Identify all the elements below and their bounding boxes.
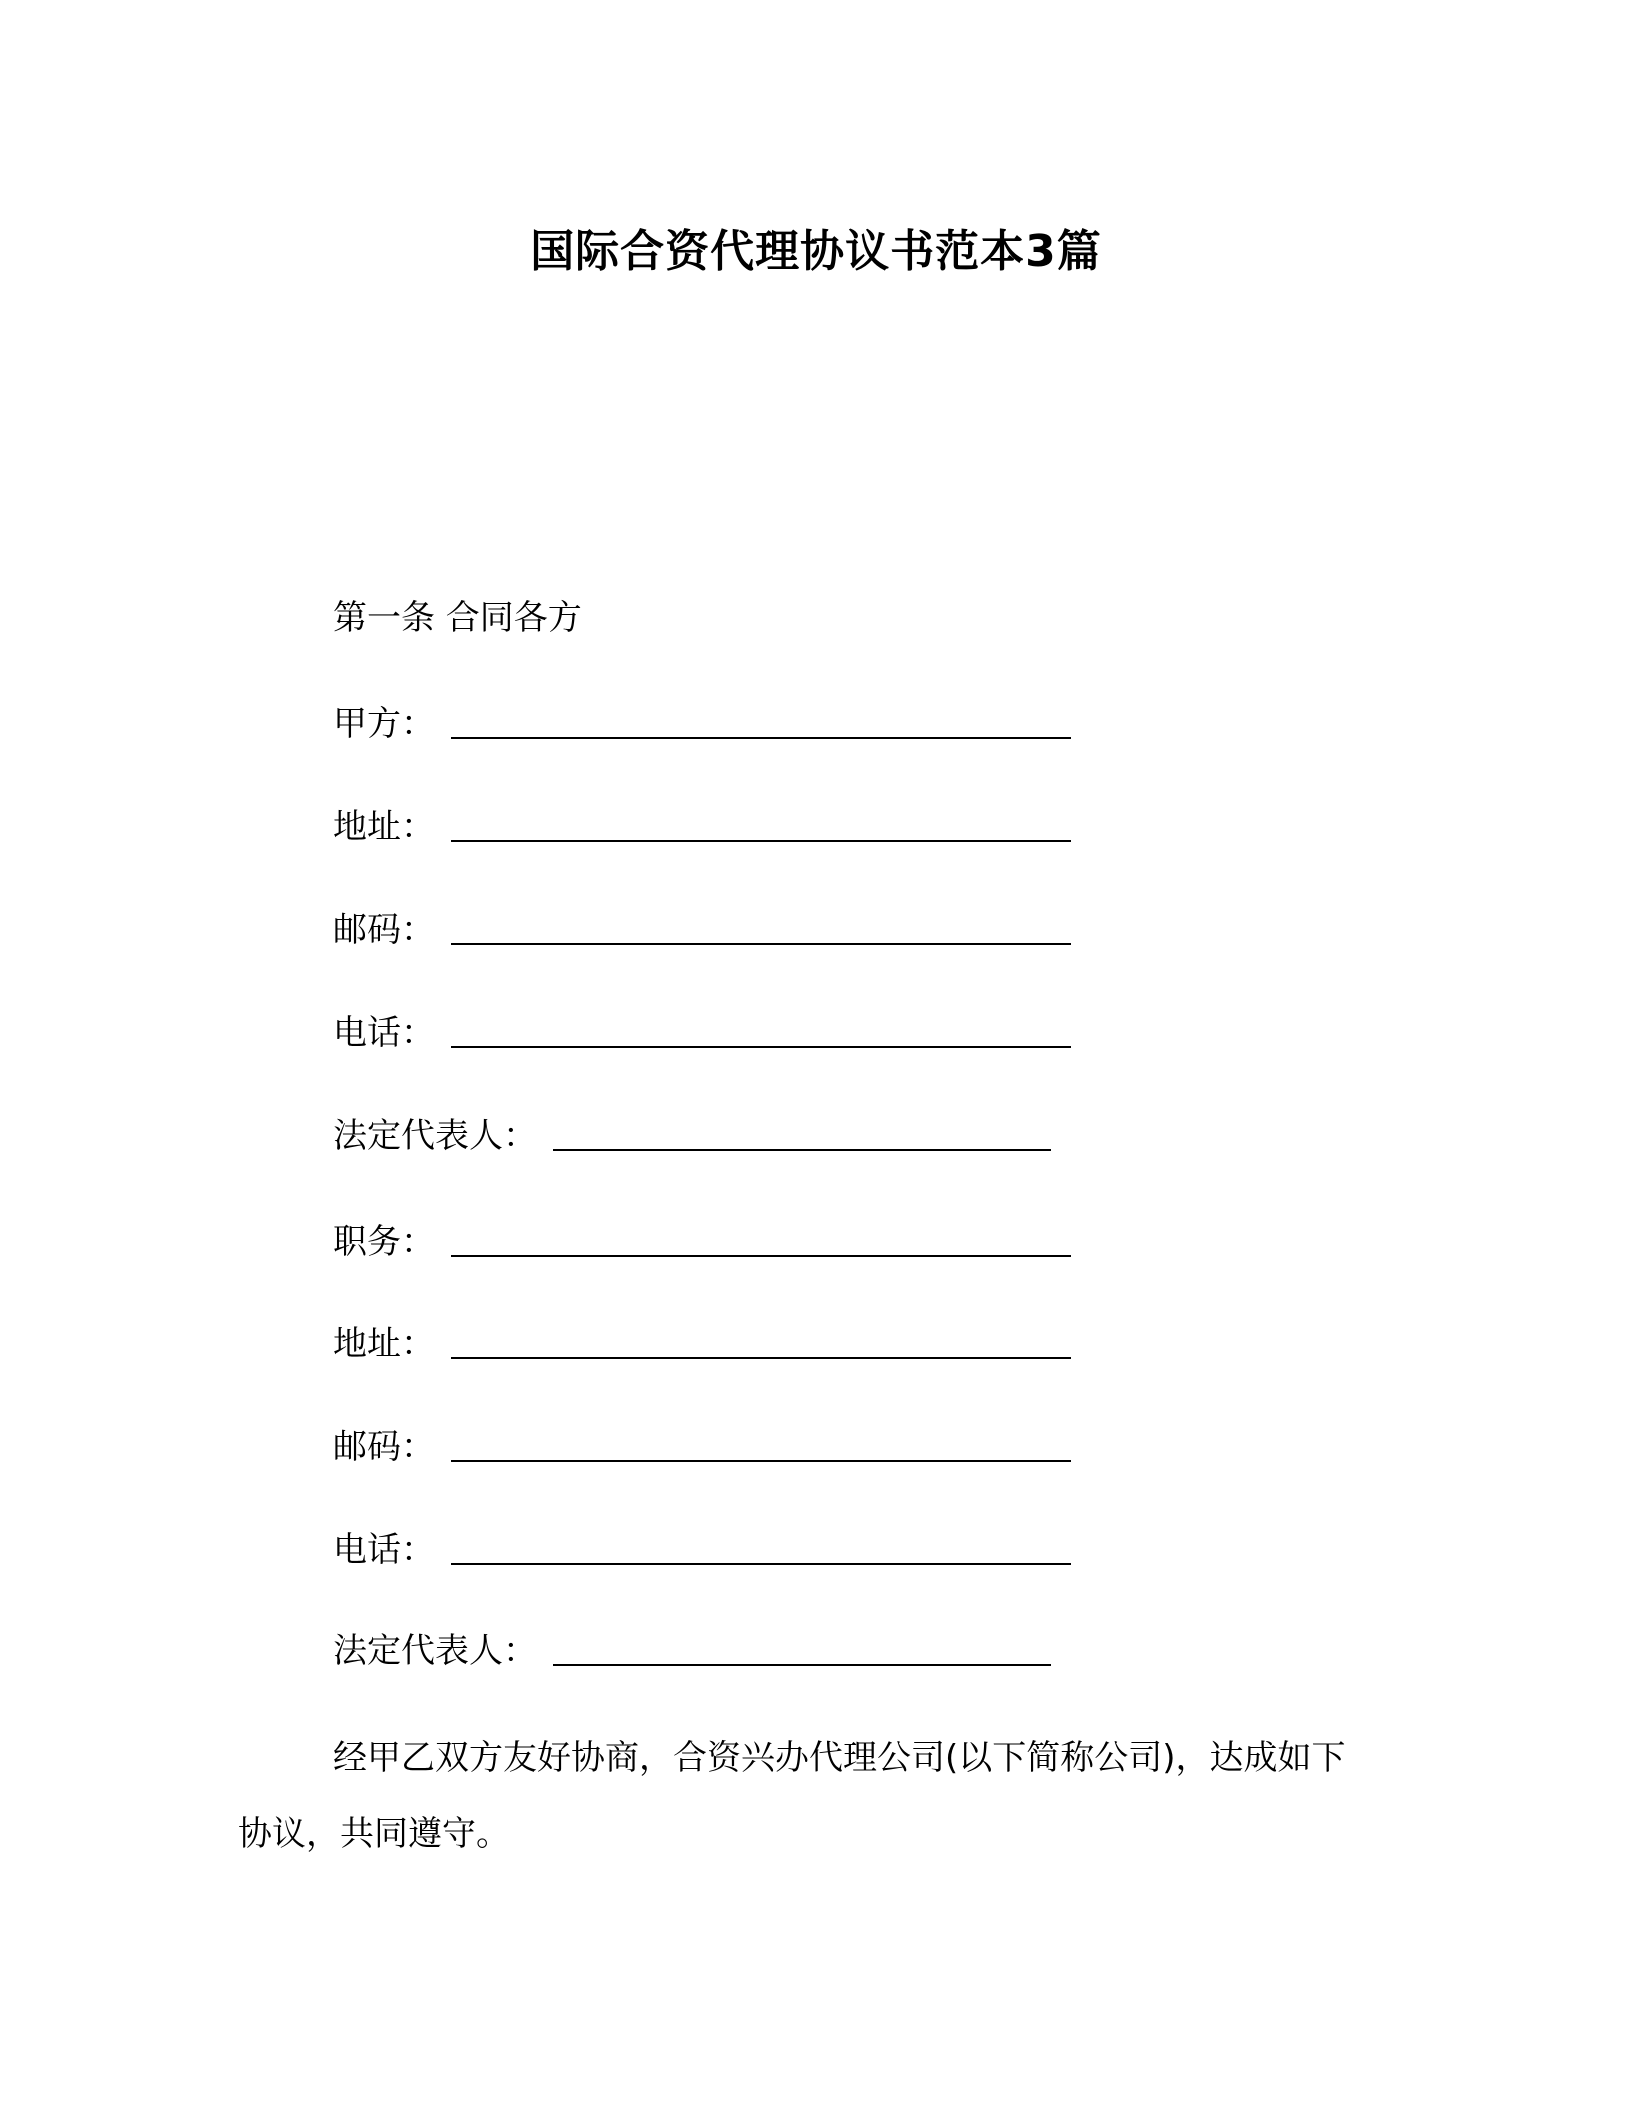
field-label: 职务：: [333, 1222, 435, 1262]
fill-in-blank: [553, 1634, 1051, 1666]
field-phone: [333, 1009, 1071, 1057]
field-label: 地址：: [333, 1324, 435, 1364]
fill-in-blank: [451, 1430, 1071, 1462]
field-phone-2: [333, 1526, 1071, 1574]
document-title: 国际合资代理协议书范本3篇: [530, 226, 1102, 277]
field-party-a: [333, 700, 1071, 748]
field-address-2: [333, 1320, 1071, 1368]
field-legal-representative-2: [333, 1627, 1051, 1675]
field-position: [333, 1218, 1071, 1266]
body-paragraph: 经甲乙双方友好协商，合资兴办代理公司(以下简称公司)，达成如下协议，共同遵守。: [238, 1738, 1346, 1854]
fill-in-blank: [451, 1533, 1071, 1565]
field-label: 地址：: [333, 807, 435, 847]
field-label: 邮码：: [333, 910, 435, 950]
field-label: 电话：: [333, 1013, 435, 1053]
fill-in-blank: [451, 913, 1071, 945]
section-heading: 第一条 合同各方: [333, 598, 582, 638]
fill-in-blank: [553, 1119, 1051, 1151]
field-label: 邮码：: [333, 1427, 435, 1467]
field-address: [333, 803, 1071, 851]
field-postcode-2: [333, 1423, 1071, 1471]
fill-in-blank: [451, 707, 1071, 739]
field-postcode: [333, 906, 1071, 954]
field-label: 法定代表人：: [333, 1631, 537, 1671]
field-label: 法定代表人：: [333, 1116, 537, 1156]
fill-in-blank: [451, 1016, 1071, 1048]
fill-in-blank: [451, 1225, 1071, 1257]
field-label: 电话：: [333, 1530, 435, 1570]
fill-in-blank: [451, 810, 1071, 842]
fill-in-blank: [451, 1327, 1071, 1359]
field-legal-representative: [333, 1112, 1051, 1160]
field-label: 甲方：: [333, 704, 435, 744]
